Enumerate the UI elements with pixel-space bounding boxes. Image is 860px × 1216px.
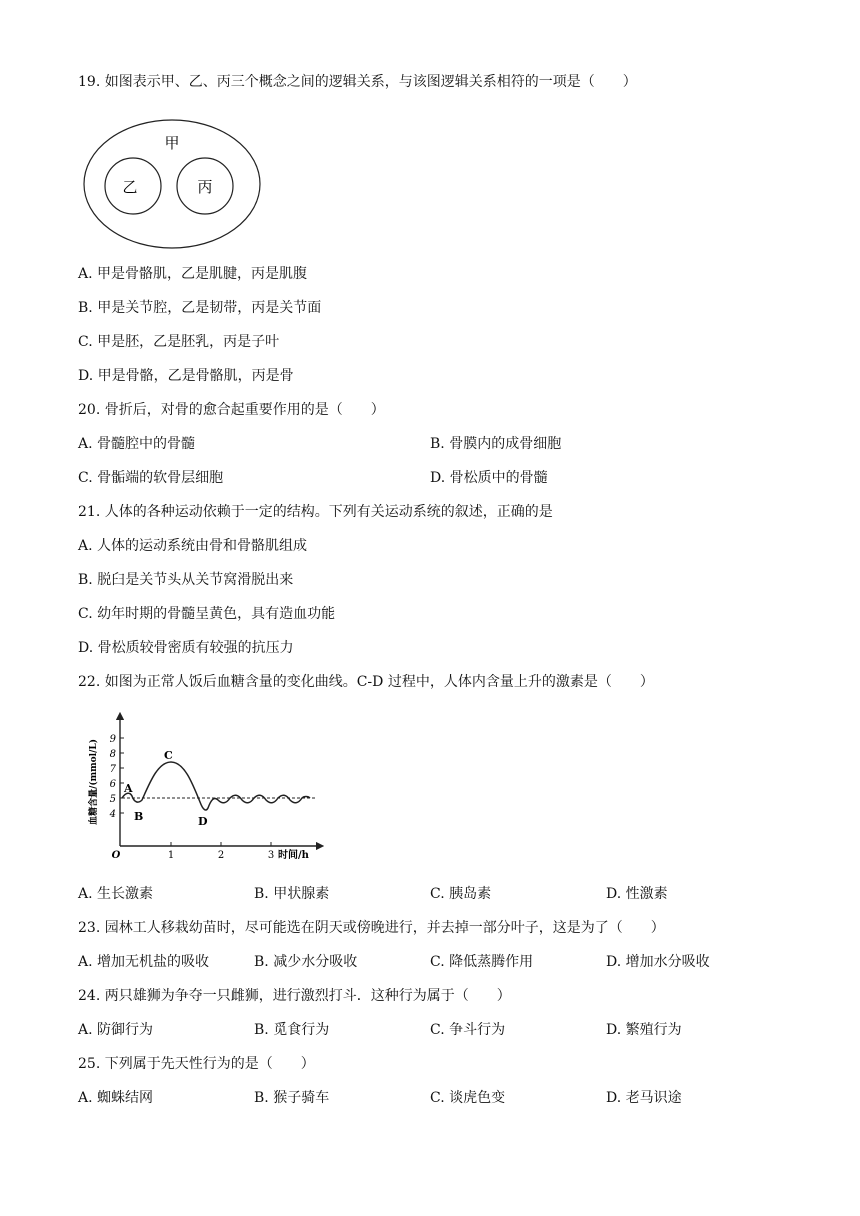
- q22-option-b: B. 甲状腺素: [254, 886, 330, 902]
- blood-sugar-graph: [84, 712, 324, 860]
- q25-option-d: D. 老马识途: [606, 1090, 682, 1106]
- q20-option-c: C. 骨骺端的软骨层细胞: [78, 470, 224, 486]
- point-label-c: C: [164, 749, 173, 762]
- point-label-a: A: [124, 782, 133, 795]
- q22-stem: 22. 如图为正常人饭后血糖含量的变化曲线。C-D 过程中，人体内含量上升的激素是（ ）: [78, 674, 654, 690]
- q24-option-d: D. 繁殖行为: [606, 1022, 682, 1038]
- venn-left-label: 乙: [122, 178, 138, 196]
- q20-option-a: A. 骨髓腔中的骨髓: [78, 436, 196, 452]
- q23-stem: 23. 园林工人移栽幼苗时，尽可能选在阴天或傍晚进行，并去掉一部分叶子，这是为了（ ）: [78, 920, 665, 936]
- q19-option-c: C. 甲是胚，乙是胚乳，丙是子叶: [78, 334, 280, 350]
- q25-stem: 25. 下列属于先天性行为的是（ ）: [78, 1056, 315, 1072]
- y-tick-4: 4: [109, 809, 116, 820]
- x-tick-2: 2: [217, 850, 225, 860]
- q24-stem: 24. 两只雄狮为争夺一只雌狮，进行激烈打斗．这种行为属于（ ）: [78, 988, 511, 1004]
- q21-option-d: D. 骨松质较骨密质有较强的抗压力: [78, 640, 294, 656]
- x-tick-1: 1: [167, 850, 175, 860]
- q21-option-a: A. 人体的运动系统由骨和骨骼肌组成: [78, 538, 308, 554]
- q25-option-b: B. 猴子骑车: [254, 1090, 330, 1106]
- q23-option-c: C. 降低蒸腾作用: [430, 954, 534, 970]
- q23-option-d: D. 增加水分吸收: [606, 954, 710, 970]
- origin-label: O: [111, 850, 121, 860]
- q25-option-c: C. 谈虎色变: [430, 1090, 506, 1106]
- q20-stem: 20. 骨折后，对骨的愈合起重要作用的是（ ）: [78, 402, 385, 418]
- q24-option-a: A. 防御行为: [78, 1022, 154, 1038]
- y-tick-9: 9: [109, 734, 116, 745]
- y-axis-label: 血糖含量/(mmol/L): [89, 739, 99, 825]
- x-axis-label: 时间/h: [278, 850, 309, 860]
- q19-stem: 19. 如图表示甲、乙、丙三个概念之间的逻辑关系，与该图逻辑关系相符的一项是（ ）: [78, 74, 637, 90]
- blood-sugar-curve: [122, 762, 310, 810]
- venn-outer-label: 甲: [164, 134, 180, 152]
- y-tick-7: 7: [109, 764, 116, 775]
- q21-option-c: C. 幼年时期的骨髓呈黄色，具有造血功能: [78, 606, 336, 622]
- q24-option-b: B. 觅食行为: [254, 1022, 330, 1038]
- q20-option-b: B. 骨膜内的成骨细胞: [430, 436, 562, 452]
- y-tick-8: 8: [109, 749, 116, 760]
- q19-option-d: D. 甲是骨骼，乙是骨骼肌，丙是骨: [78, 368, 294, 384]
- x-tick-3: 3: [267, 850, 275, 860]
- q25-option-a: A. 蜘蛛结网: [78, 1090, 154, 1106]
- venn-right-label: 丙: [197, 178, 213, 196]
- q22-option-c: C. 胰岛素: [430, 886, 492, 902]
- q24-option-c: C. 争斗行为: [430, 1022, 506, 1038]
- q20-option-d: D. 骨松质中的骨髓: [430, 470, 548, 486]
- q22-option-d: D. 性激素: [606, 886, 668, 902]
- point-label-d: D: [198, 815, 208, 828]
- q23-option-a: A. 增加无机盐的吸收: [78, 954, 210, 970]
- y-tick-6: 6: [109, 779, 116, 790]
- venn-diagram: [80, 116, 264, 252]
- q19-option-a: A. 甲是骨骼肌，乙是肌腱，丙是肌腹: [78, 266, 308, 282]
- y-tick-5: 5: [109, 794, 116, 805]
- q19-option-b: B. 甲是关节腔，乙是韧带，丙是关节面: [78, 300, 322, 316]
- q23-option-b: B. 减少水分吸收: [254, 954, 358, 970]
- q22-option-a: A. 生长激素: [78, 886, 154, 902]
- point-label-b: B: [134, 810, 144, 823]
- q21-option-b: B. 脱臼是关节头从关节窝滑脱出来: [78, 572, 294, 588]
- q21-stem: 21. 人体的各种运动依赖于一定的结构。下列有关运动系统的叙述，正确的是: [78, 504, 553, 520]
